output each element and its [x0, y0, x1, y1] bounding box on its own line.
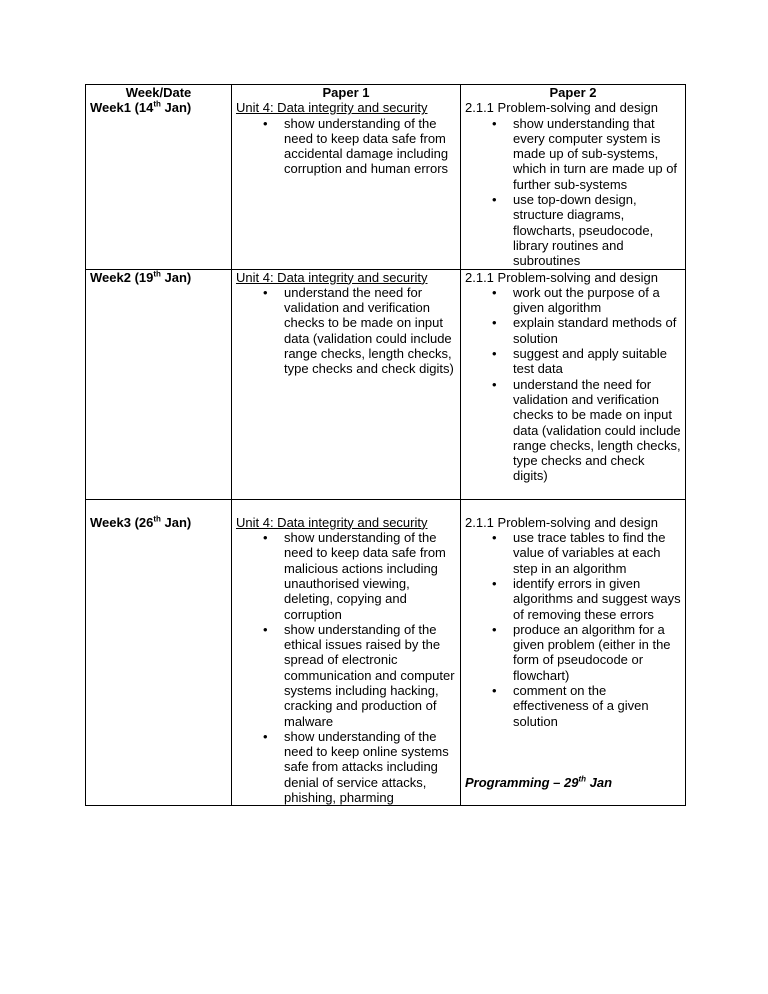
paper2-list: [465, 285, 681, 484]
unit-title: Unit 4: Data integrity and security: [236, 100, 428, 116]
list-item: • show understanding of the need to keep data safe from accidental damage including corruption and human errors: [236, 116, 456, 177]
topic-title: 2.1.1 Problem-solving and design: [465, 100, 658, 116]
topic-title: 2.1.1 Problem-solving and design: [465, 269, 658, 285]
list-item: • show understanding of the ethical issues raised by the spread of electronic communication and computer systems including hacking, cracking and production of malware: [236, 622, 456, 729]
paper2-list: [465, 530, 681, 729]
paper1-cell: [232, 269, 461, 499]
header-week-date: Week/Date: [125, 85, 192, 100]
table-row: [86, 499, 686, 806]
paper1-cell: [232, 85, 461, 270]
list-item: • work out the purpose of a given algorithm: [465, 285, 681, 316]
unit-title: Unit 4: Data integrity and security: [236, 269, 428, 285]
week-column-cell: [86, 499, 232, 806]
programming-note: Programming – 29th Jan: [465, 774, 613, 790]
paper2-cell: [461, 85, 686, 270]
list-item: • produce an algorithm for a given problem (either in the form of pseudocode or flowchart): [465, 622, 681, 683]
header-paper-2: Paper 2: [549, 85, 597, 100]
week-label: Week1 (14th Jan): [90, 99, 192, 116]
paper2-list: [465, 116, 681, 269]
list-item: • understand the need for validation and verification checks to be made on input data (validation could include range checks, length checks, type checks and check digits): [236, 285, 456, 377]
paper1-cell: [232, 499, 461, 806]
list-item: • identify errors in given algorithms and suggest ways of removing these errors: [465, 576, 681, 622]
unit-title: Unit 4: Data integrity and security: [236, 514, 428, 530]
list-item: • show understanding that every computer system is made up of sub-systems, which in turn are made up of further sub-systems: [465, 116, 681, 192]
week-column-cell: [86, 269, 232, 499]
list-item: • use top-down design, structure diagrams, flowcharts, pseudocode, library routines and subroutines: [465, 192, 681, 268]
list-item: • use trace tables to find the value of variables at each step in an algorithm: [465, 530, 681, 576]
list-item: • understand the need for validation and verification checks to be made on input data (validation could include range checks, length checks, type checks and check digits): [465, 377, 681, 484]
list-item: • comment on the effectiveness of a given solution: [465, 683, 681, 729]
paper2-cell: [461, 269, 686, 499]
paper1-list: [236, 116, 456, 177]
topic-title: 2.1.1 Problem-solving and design: [465, 514, 658, 530]
header-paper-1: Paper 1: [322, 85, 370, 100]
paper1-list: [236, 530, 456, 805]
paper1-list: [236, 285, 456, 377]
list-item: • show understanding of the need to keep data safe from malicious actions including unauthorised viewing, deleting, copying and corruption: [236, 530, 456, 622]
list-item: • suggest and apply suitable test data: [465, 346, 681, 377]
week-label: Week3 (26th Jan): [90, 514, 192, 530]
paper2-cell: [461, 499, 686, 806]
week-label: Week2 (19th Jan): [90, 269, 192, 285]
list-item: • show understanding of the need to keep online systems safe from attacks including denial of service attacks, phishing, pharming: [236, 729, 456, 805]
table-row: [86, 85, 686, 270]
table-row: [86, 269, 686, 499]
week-column-cell: [86, 85, 232, 270]
list-item: • explain standard methods of solution: [465, 315, 681, 346]
paper1-content: [236, 100, 456, 176]
schedule-table: [85, 84, 686, 806]
